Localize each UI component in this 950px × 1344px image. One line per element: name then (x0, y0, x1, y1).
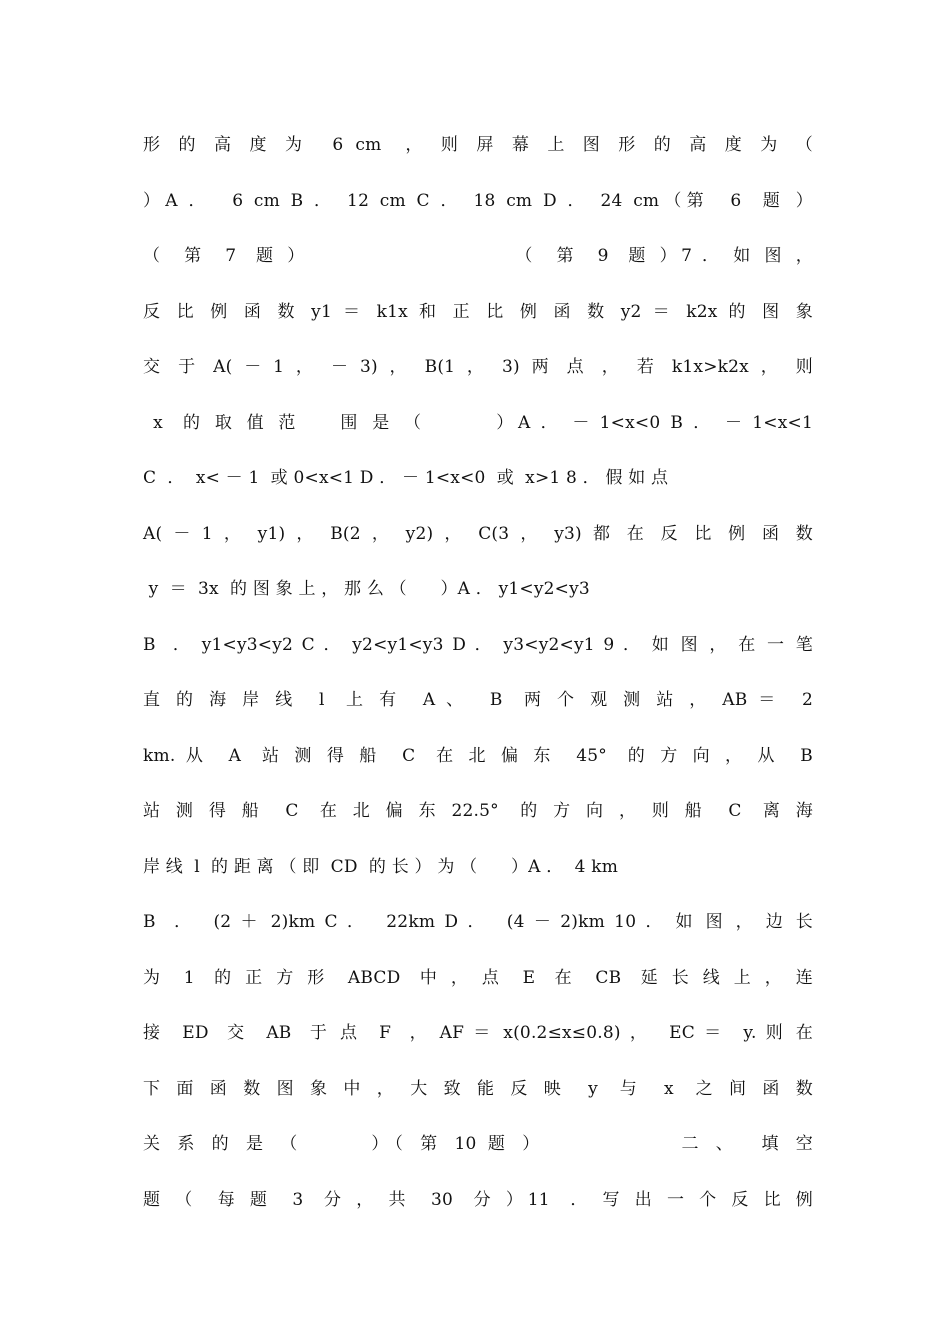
text-line: 关 系 的 是 （ ）（ 第 10 题 ） 二 、 填 空 (143, 1134, 813, 1154)
text-line: 站 测 得 船 C 在 北 偏 东 22.5° 的 方 向 ， 则 船 C 离 海 (143, 801, 813, 821)
text-line: y ＝ 3x 的 图 象 上 ， 那 么 （ ）A ． y1<y2<y3 (143, 579, 590, 599)
text-line: B ． y1<y3<y2 C ． y2<y1<y3 D ． y3<y2<y1 9 ． 如 图 ， 在 一 笔 (143, 634, 813, 655)
text-line: km. 从 A 站 测 得 船 C 在 北 偏 东 45° 的 方 向 ， 从 B (143, 745, 813, 766)
text-line: 题 （ 每 题 3 分 ， 共 30 分 ）11 ． 写 出 一 个 反 比 例 (143, 1189, 813, 1210)
text-line: 为 1 的 正 方 形 ABCD 中 ， 点 E 在 CB 延 长 线 上 ， 连 (143, 967, 813, 988)
document-text (143, 118, 813, 1228)
text-line: 反 比 例 函 数 y1 ＝ k1x 和 正 比 例 函 数 y2 ＝ k2x 的 图 象 (143, 301, 813, 322)
text-line: 接 ED 交 AB 于 点 F ， AF ＝ x(0.2≤x≤0.8) ， EC ＝ y. 则 在 (143, 1023, 813, 1043)
text-line: 交 于 A( － 1 ， － 3) ， B(1 ， 3) 两 点 ， 若 k1x>k2x ， 则 (143, 357, 813, 377)
text-line: 直 的 海 岸 线 l 上 有 A 、 B 两 个 观 测 站 ， AB ＝ 2 (143, 690, 813, 710)
text-line: B ． (2 ＋ 2)km C ． 22km D ． (4 － 2)km 10 ． 如 图 ， 边 长 (143, 912, 813, 932)
text-line: 形 的 高 度 为 6 cm ， 则 屏 幕 上 图 形 的 高 度 为 （ (143, 135, 813, 155)
text-line: （ 第 7 题 ） （ 第 9 题 ）7 ． 如 图 ， (143, 246, 813, 266)
text-line: 岸 线 l 的 距 离 （ 即 CD 的 长 ） 为 （ ）A ． 4 km (143, 856, 619, 877)
text-line: x 的 取 值 范 围 是 （ ）A ． － 1<x<0 B ． － 1<x<1 (143, 412, 813, 433)
text-line: C ． x< － 1 或 0<x<1 D ． － 1<x<0 或 x>1 8 ． 假 如 点 (143, 468, 669, 488)
text-line: 下 面 函 数 图 象 中 ， 大 致 能 反 映 y 与 x 之 间 函 数 (143, 1078, 814, 1099)
text-line: ）A ． 6 cm B ． 12 cm C ． 18 cm D ． 24 cm（第 6 题 ） (143, 190, 813, 211)
text-line: A( － 1 ， y1) ， B(2 ， y2) ， C(3 ， y3) 都 在 反 比 例 函 数 (143, 523, 813, 544)
